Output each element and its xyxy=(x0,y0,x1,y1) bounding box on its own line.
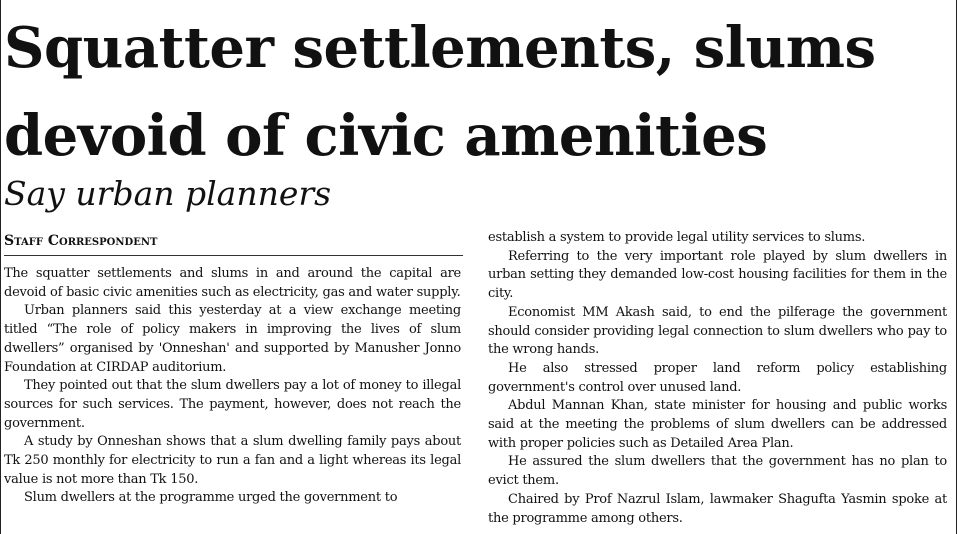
paragraph: Referring to the very important role played by slum dwellers in urban setting they demanded low-cost housing facilities for them in the city. xyxy=(488,248,947,302)
paragraph: Chaired by Prof Nazrul Islam, lawmaker Shagufta Yasmin spoke at the programme among others. xyxy=(488,491,947,526)
paragraph: Abdul Mannan Khan, state minister for housing and public works said at the meeting the problems of slum dwellers can be addressed with proper policies such as Detailed Area Plan. xyxy=(488,398,947,451)
paragraph: The squatter settlements and slums in and around the capital are devoid of basic civic amenities such as electricity, gas and water supply. xyxy=(4,266,461,300)
headline xyxy=(4,4,954,180)
paragraph: He assured the slum dwellers that the government has no plan to evict them. xyxy=(488,454,947,489)
paragraph: Slum dwellers at the programme urged the government to xyxy=(24,490,398,506)
paragraph: He also stressed proper land reform policy establishing government's control over unused land. xyxy=(488,360,947,395)
right-column xyxy=(488,229,947,528)
paragraph: Urban planners said this yesterday at a view exchange meeting titled “The role of policy makers in improving the lives of slum dwellers” organised by 'Onneshan' and supported by Manusher Jonno Foundation at CIRDAP auditorium. xyxy=(4,303,461,375)
headline-line-1: Squatter settlements, slums xyxy=(4,15,876,81)
paragraph: They pointed out that the slum dwellers pay a lot of money to illegal sources for such services. The payment, however, does not reach the government. xyxy=(4,378,461,431)
paragraph: Economist MM Akash said, to end the pilferage the government should consider providing legal connection to slum dwellers who pay to the wrong hands. xyxy=(488,304,947,358)
left-column xyxy=(4,265,461,508)
subheadline: Say urban planners xyxy=(4,174,332,213)
byline: Staff Correspondent xyxy=(4,232,463,256)
headline-line-2: devoid of civic amenities xyxy=(4,103,768,169)
paragraph: establish a system to provide legal utility services to slums. xyxy=(488,230,866,245)
paragraph: A study by Onneshan shows that a slum dwelling family pays about Tk 250 monthly for electricity to run a fan and a light whereas its legal value is not more than Tk 150. xyxy=(4,434,461,487)
